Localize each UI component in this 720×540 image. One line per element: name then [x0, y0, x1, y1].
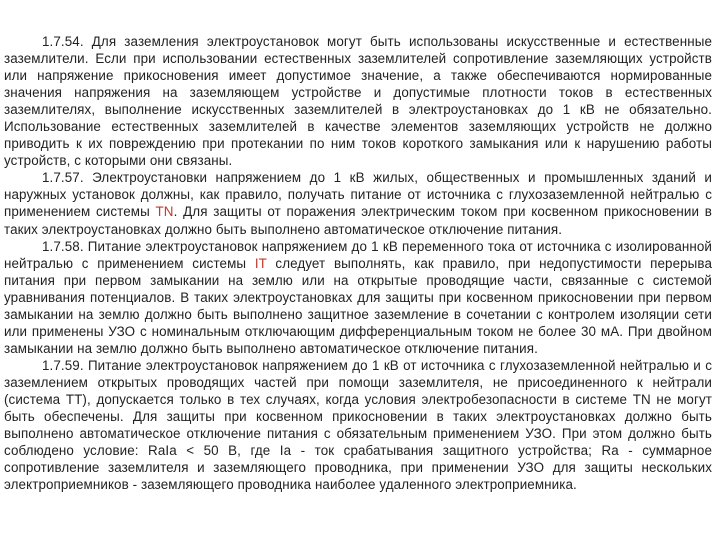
document-body [4, 33, 712, 493]
system-tn-term: TN [155, 204, 174, 220]
paragraph-1-7-54 [4, 33, 712, 169]
paragraph-text: . Для защиты от поражения электрическим током при косвенном прикосновении в таких электроустановках должно быть выполнено автоматическое отключение питания. [4, 204, 712, 237]
paragraph-text: следует выполнять, как правило, при недопустимости перерыва питания при первом замыкании на землю или на открытые проводящие части, связанные с системой уравнивания потенциалов. В таких электроустановках для защиты при косвенном прикосновении при первом замыкании на землю должно быть выполнено защитное заземление в сочетании с контролем изоляции сети или применены УЗО с номинальным отключающим дифференциальным током не более 30 мА. При двойном замыкании на землю должно быть выполнено автоматическое отключение питания. [4, 255, 712, 356]
paragraph-text: 1.7.58. Питание электроустановок напряжением до 1 кВ переменного тока от источника с изолированной нейтралью с применением системы [4, 238, 712, 271]
paragraph-1-7-58 [4, 238, 712, 357]
paragraph-1-7-59 [4, 357, 712, 493]
paragraph-text: 1.7.57. Электроустановки напряжением до 1 кВ жилых, общественных и промышленных зданий и наружных установок должны, как правило, получать питание от источника с глухозаземленной нейтралью с применением системы [4, 170, 712, 220]
paragraph-text: 1.7.59. Питание электроустановок напряжением до 1 кВ от источника с глухозаземленной нейтралью и с заземлением открытых проводящих частей при помощи заземлителя, не присоединенного к нейтрали (система TT), допускается только в тех случаях, когда условия электробезопасности в системе TN не могут быть обеспечены. Для защиты при косвенном прикосновении в таких электроустановках должно быть выполнено автоматическое отключение питания с обязательным применением УЗО. При этом должно быть соблюдено условие: RaIa < 50 В, где Ia - ток срабатывания защитного устройства; Ra - суммарное сопротивление заземлителя и заземляющего проводника, при применении УЗО для защиты нескольких электроприемников - заземляющего проводника наиболее удаленного электроприемника. [4, 357, 712, 493]
paragraph-1-7-57 [4, 169, 712, 237]
paragraph-text: 1.7.54. Для заземления электроустановок могут быть использованы искусственные и естественные заземлители. Если при использовании естественных заземлителей сопротивление заземляющих устройств или напряжение прикосновения имеет допустимое значение, а также обеспечиваются нормированные значения напряжения на заземляющем устройстве и допустимые плотности токов в естественных заземлителях, выполнение искусственных заземлителей в электроустановках до 1 кВ не обязательно. Использование естественных заземлителей в качестве элементов заземляющих устройств не должно приводить к их повреждению при протекании по ним токов короткого замыкания или к нарушению работы устройств, с которыми они связаны. [4, 34, 712, 169]
system-it-term: IT [254, 255, 267, 271]
